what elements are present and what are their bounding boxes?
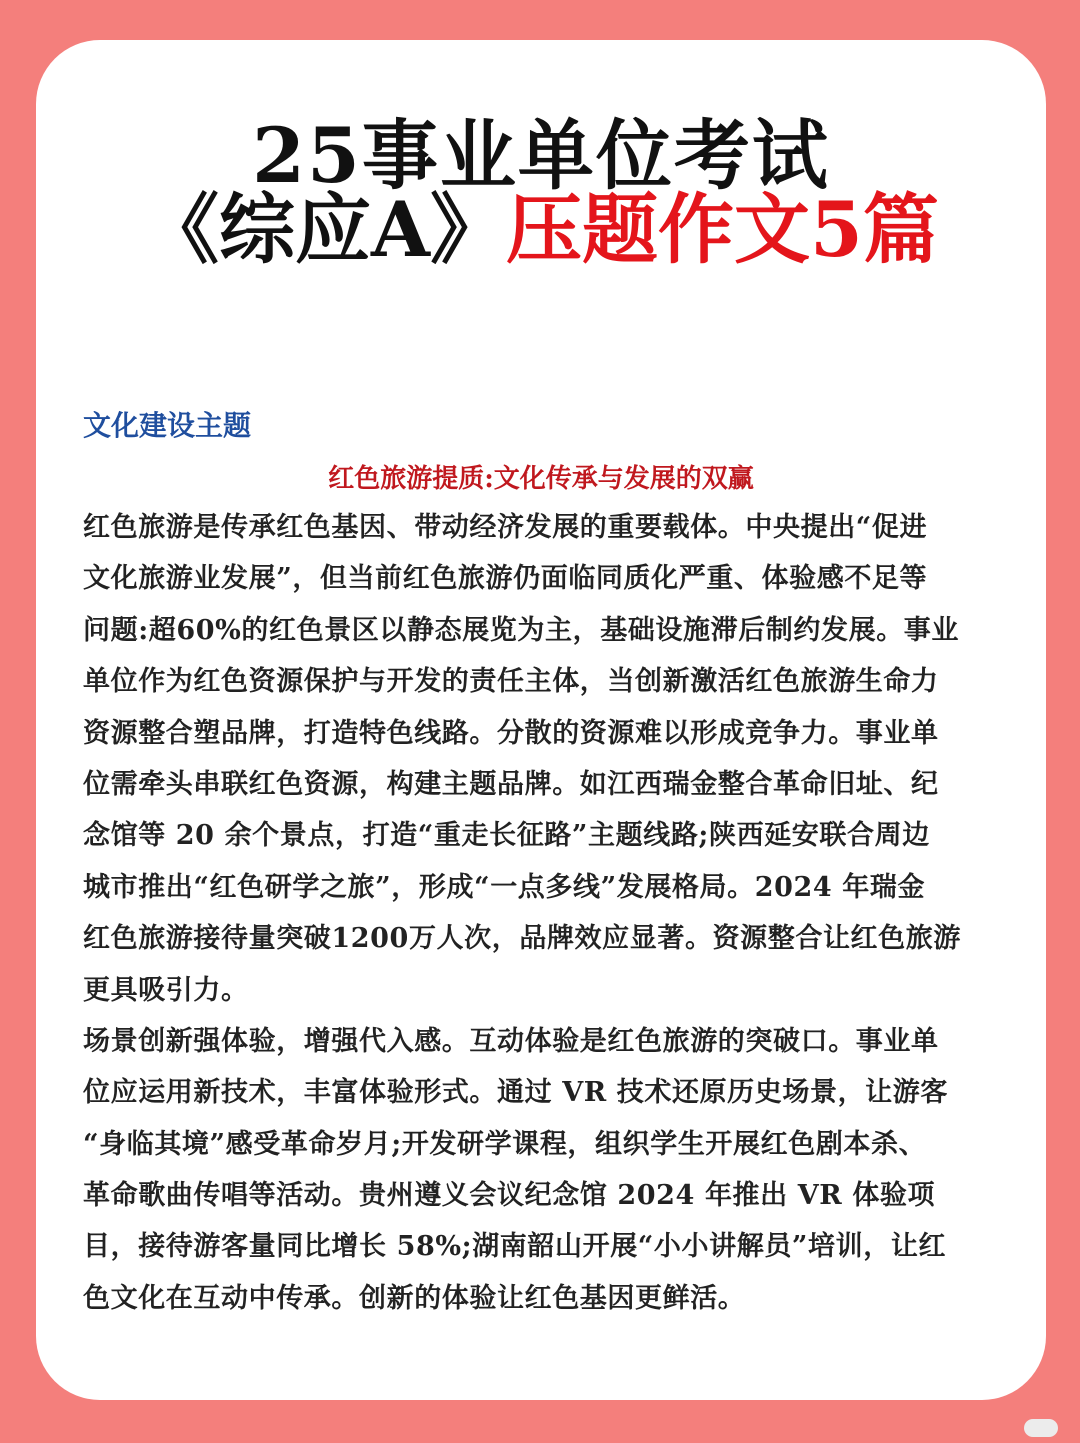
essay-line: 念馆等 20 余个景点，打造“重走长征路”主题线路;陕西延安联合周边 <box>83 820 930 852</box>
essay-line: 问题:超60%的红色景区以静态展览为主，基础设施滞后制约发展。事业 <box>83 614 959 646</box>
essay-line: 红色旅游是传承红色基因、带动经济发展的重要载体。中央提出“促进 <box>83 512 928 543</box>
essay-line: 色文化在互动中传承。创新的体验让红色基因更鲜活。 <box>83 1282 746 1314</box>
essay-line: 更具吸引力。 <box>83 974 249 1006</box>
essay-line: 单位作为红色资源保护与开发的责任主体，当创新激活红色旅游生命力 <box>83 666 939 698</box>
section-title: 文化建设主题 <box>83 409 252 442</box>
essay-line: 位应运用新技术，丰富体验形式。通过 VR 技术还原历史场景，让游客 <box>83 1077 948 1109</box>
content-card <box>36 40 1046 1400</box>
essay-line: “身临其境”感受革命岁月;开发研学课程，组织学生开展红色剧本杀、 <box>83 1128 927 1160</box>
essay-line: 红色旅游接待量突破1200万人次，品牌效应显著。资源整合让红色旅游 <box>83 923 961 955</box>
essay-body <box>83 502 995 1324</box>
essay-line: 城市推出“红色研学之旅”，形成“一点多线”发展格局。2024 年瑞金 <box>83 871 926 903</box>
essay-title: 红色旅游提质:文化传承与发展的双赢 <box>328 464 754 494</box>
essay-line: 目，接待游客量同比增长 58%;湖南韶山开展“小小讲解员”培训，让红 <box>83 1231 947 1263</box>
page-title-line1: 25事业单位考试 <box>252 111 830 200</box>
watermark-badge <box>1024 1419 1058 1437</box>
page-title-exam-name: 《综应A》 <box>143 185 507 274</box>
essay-line: 位需牵头串联红色资源，构建主题品牌。如江西瑞金整合革命旧址、纪 <box>83 768 939 800</box>
essay-line: 资源整合塑品牌，打造特色线路。分散的资源难以形成竞争力。事业单 <box>83 717 939 749</box>
page-title-line2 <box>36 185 1046 274</box>
essay-line: 革命歌曲传唱等活动。贵州遵义会议纪念馆 2024 年推出 VR 体验项 <box>83 1180 936 1212</box>
essay-line: 文化旅游业发展”，但当前红色旅游仍面临同质化严重、体验感不足等 <box>83 563 928 595</box>
page-title-highlight: 压题作文5篇 <box>506 185 939 274</box>
essay-line: 场景创新强体验，增强代入感。互动体验是红色旅游的突破口。事业单 <box>83 1025 939 1057</box>
